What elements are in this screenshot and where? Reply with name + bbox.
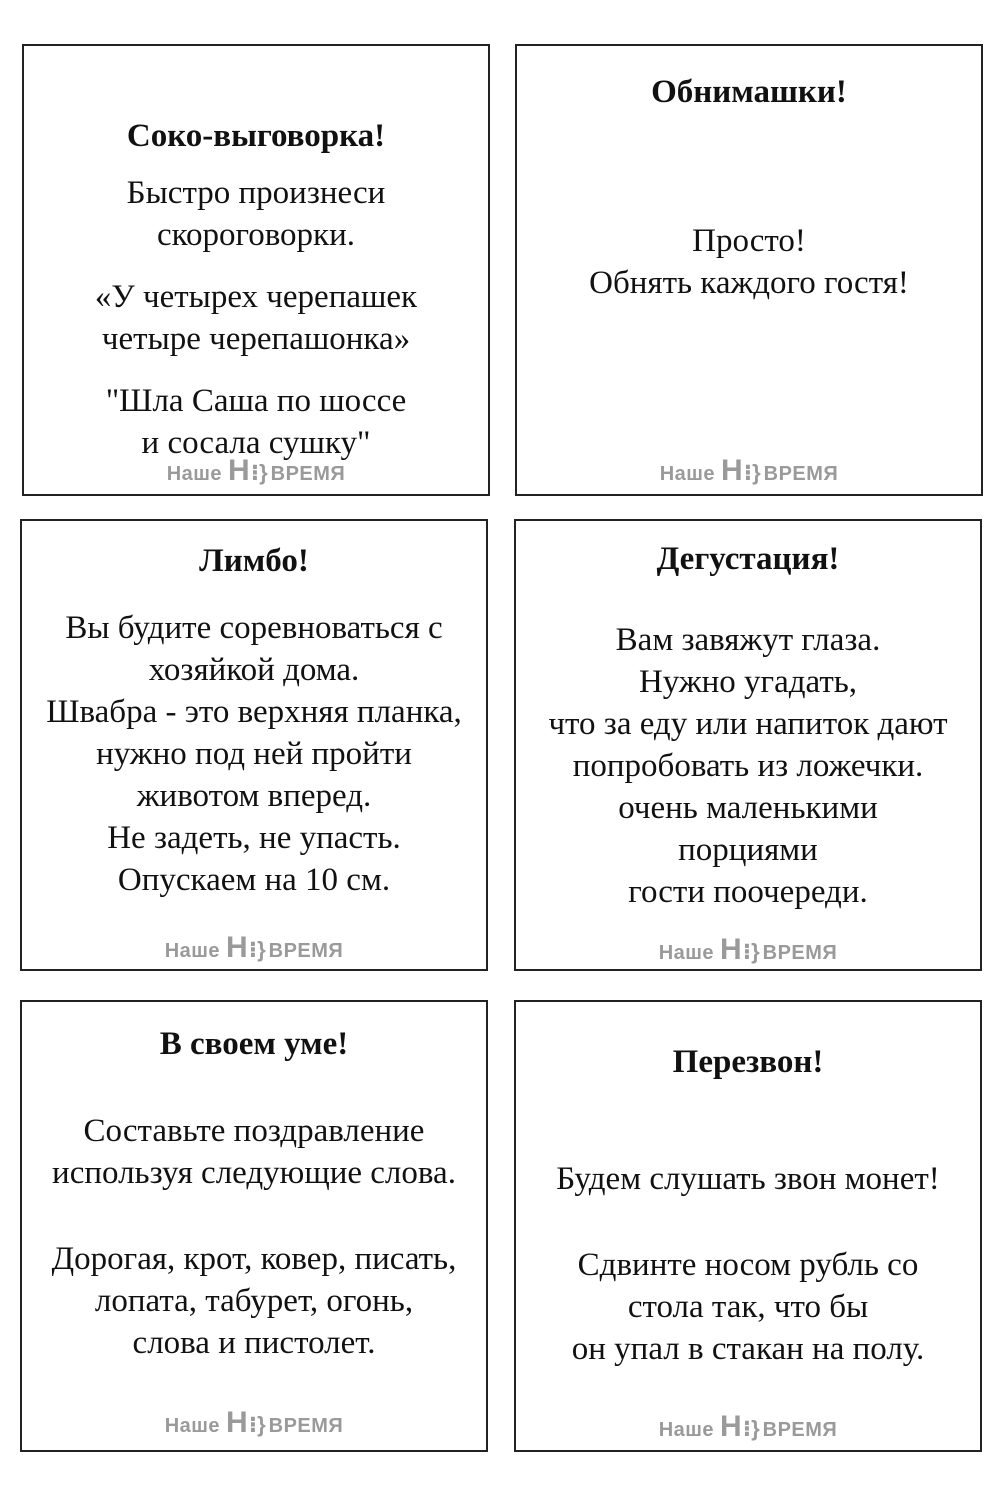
card-text-line: порциями [678,832,818,868]
card-body [510,619,986,913]
card-text-line: Вам завяжут глаза. [615,622,881,658]
card-v-svoem-ume [20,1000,488,1452]
logo-word-1: Наше [166,463,223,485]
card-text-line: что за еду или напиток дают [548,706,948,742]
logo-symbol: ⁝} [248,937,266,962]
card-text-line: Просто! [692,223,806,259]
card-text-line: Нужно угадать, [638,664,858,700]
brand-logo [516,935,980,970]
card-text-line: Дорогая, крот, ковер, писать, [51,1241,457,1277]
line-gap [18,360,494,380]
logo-letter: Н [720,933,742,966]
card-title: Лимбо! [199,543,309,579]
card-text-line: Не задеть, не упасть. [107,820,401,856]
card-body [18,172,494,464]
logo-letter: Н [226,931,248,964]
card-text-line: используя следующие слова. [52,1155,456,1191]
brand-logo [24,456,488,491]
card-text-line: "Шла Саша по шоссе [105,383,407,419]
card-soko-vygovorka [22,44,490,496]
card-text-line: скороговорки. [156,217,356,253]
card-title: Соко-выговорка! [126,118,386,154]
card-text-line: он упал в стакан на полу. [571,1331,925,1367]
card-body [16,1110,492,1364]
card-text-line: попробовать из ложечки. [572,748,924,784]
logo-letter: Н [721,454,743,487]
logo-word-1: Наше [164,1415,221,1437]
logo-word-2: ВРЕМЯ [762,1419,838,1441]
logo-word-2: ВРЕМЯ [268,940,344,962]
brand-logo [517,456,981,491]
card-degustatsiya [514,519,982,971]
logo-symbol: ⁝} [743,460,761,485]
card-title: В своем уме! [159,1026,349,1062]
card-limbo [20,519,488,971]
card-text-line: Опускаем на 10 см. [117,862,391,898]
line-gap [510,1200,986,1244]
card-text-line: Обнять каждого гостя! [589,265,909,301]
card-text-line: Швабра - это верхняя планка, [46,694,462,730]
card-title: Перезвон! [672,1044,824,1080]
card-text-line: Составьте поздравление [83,1113,425,1149]
brand-logo [22,933,486,968]
logo-word-1: Наше [658,942,715,964]
card-text-line: Будем слушать звон монет! [556,1161,940,1197]
card-perezvon [514,1000,982,1452]
card-text-line: гости поочереди. [628,874,868,910]
logo-word-2: ВРЕМЯ [762,942,838,964]
card-text-line: стола так, что бы [627,1289,869,1325]
card-text-line: «У четырех черепашек [94,279,418,315]
logo-letter: Н [226,1406,248,1439]
logo-symbol: ⁝} [250,460,268,485]
card-body [510,1158,986,1370]
card-text-line: животом вперед. [136,778,372,814]
line-gap [18,256,494,276]
logo-letter: Н [720,1410,742,1443]
card-text-line: очень маленькими [618,790,878,826]
logo-symbol: ⁝} [248,1412,266,1437]
card-text-line: Быстро произнеси [126,175,386,211]
card-title: Дегустация! [656,541,840,577]
logo-symbol: ⁝} [742,939,760,964]
card-text-line: и сосала сушку" [141,425,371,461]
card-title: Обнимашки! [651,74,847,110]
card-text-line: Сдвинте носом рубль со [577,1247,919,1283]
card-text-line: лопата, табурет, огонь, [94,1283,414,1319]
logo-word-1: Наше [658,1419,715,1441]
card-body [16,607,492,901]
logo-word-1: Наше [659,463,716,485]
brand-logo [22,1408,486,1443]
card-text-line: четыре черепашонка» [101,321,411,357]
logo-word-1: Наше [164,940,221,962]
card-text-line: нужно под ней пройти [96,736,412,772]
brand-logo [516,1412,980,1447]
card-text-line: Вы будите соревноваться с [65,610,443,646]
card-text-line: слова и пистолет. [132,1325,376,1361]
card-obnimashki [515,44,983,496]
logo-letter: Н [228,454,250,487]
logo-word-2: ВРЕМЯ [763,463,839,485]
card-text-line: хозяйкой дома. [148,652,360,688]
logo-symbol: ⁝} [742,1416,760,1441]
logo-word-2: ВРЕМЯ [268,1415,344,1437]
card-body [511,220,987,304]
line-gap [16,1194,492,1238]
logo-word-2: ВРЕМЯ [270,463,346,485]
